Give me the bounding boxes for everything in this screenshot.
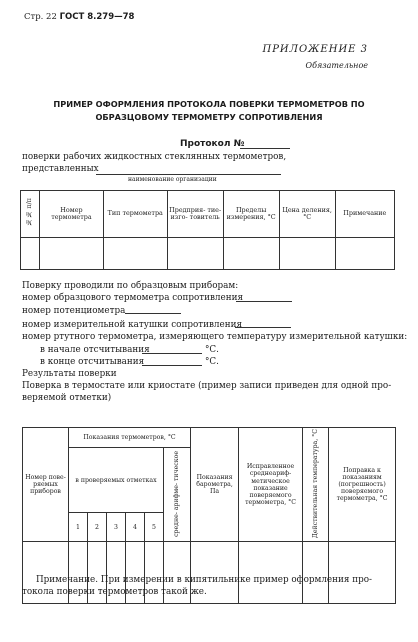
results-line-2: веряемой отметки) bbox=[22, 393, 112, 403]
col-type: Тип термометра bbox=[103, 191, 167, 238]
appendix-title: ПРИЛОЖЕНИЕ 3 bbox=[262, 44, 368, 55]
potentiometer-blank bbox=[125, 313, 181, 314]
col-sub-number: 1 bbox=[69, 513, 88, 542]
intro-line-1: поверки рабочих жидкостных стеклянных термометров, bbox=[22, 152, 287, 162]
coil-label: номер измерительной катушки сопротивления bbox=[22, 320, 242, 330]
reference-thermometer-label: номер образцового термометра сопротивления bbox=[22, 293, 244, 303]
heading-line-2: ОБРАЗЦОВОМУ ТЕРМОМЕТРУ СОПРОТИВЛЕНИЯ bbox=[95, 112, 323, 122]
col-sub-number: 2 bbox=[88, 513, 107, 542]
protocol-number-blank bbox=[240, 148, 290, 149]
start-reading-label: в начале отсчитывания bbox=[40, 345, 150, 355]
table-row bbox=[21, 238, 395, 270]
col-number: Номер термометра bbox=[40, 191, 104, 238]
protocol-label: Протокол № bbox=[180, 139, 245, 149]
start-reading-unit: °С. bbox=[205, 345, 219, 355]
results-title: Результаты поверки bbox=[22, 369, 117, 379]
page-label: Стр. 22 bbox=[24, 12, 57, 22]
note-line-2: токола поверки термометров такой же. bbox=[22, 587, 207, 597]
col-corrected-mean: Исправленное среднеариф- метическое показание поверяемого термометра, °С bbox=[239, 428, 303, 542]
col-remark: Примечание bbox=[335, 191, 394, 238]
intro-line-2: представленных bbox=[22, 164, 99, 174]
mercury-thermometer-label: номер ртутного термометра, измеряющего температуру измерительной катушки: bbox=[22, 332, 408, 342]
instruments-intro: Поверку проводили по образцовым приборам: bbox=[22, 281, 239, 291]
col-correction: Поправка к показаниям (погрешность) поверяемого термометра, °С bbox=[329, 428, 396, 542]
table-header-row bbox=[21, 191, 395, 238]
col-checked-marks: в проверяемых отметках bbox=[69, 448, 164, 513]
page-header bbox=[24, 12, 134, 22]
organization-blank bbox=[96, 174, 281, 175]
col-index: №№ п/п bbox=[21, 191, 40, 238]
end-reading-label: в конце отсчитывания bbox=[40, 357, 145, 367]
col-division: Цена деления, °С bbox=[279, 191, 335, 238]
col-range: Пределы измерения, °С bbox=[223, 191, 279, 238]
reference-thermometer-blank bbox=[236, 301, 292, 302]
note-line-1: Примечание. При измерении в кипятильнике пример оформления про- bbox=[36, 575, 372, 585]
heading-line-1: ПРИМЕР ОФОРМЛЕНИЯ ПРОТОКОЛА ПОВЕРКИ ТЕРМОМЕТРОВ ПО bbox=[53, 99, 365, 109]
organization-caption: наименование организации bbox=[128, 176, 217, 183]
col-device-numbers: Номер пове- ряемых приборов bbox=[23, 428, 69, 542]
col-sub-number: 5 bbox=[145, 513, 164, 542]
col-actual-temperature: Действительная температура, °С bbox=[303, 428, 329, 542]
coil-blank bbox=[235, 327, 291, 328]
end-reading-unit: °С. bbox=[205, 357, 219, 367]
col-sub-number: 3 bbox=[107, 513, 126, 542]
col-manufacturer: Предприя- тие-изго- товитель bbox=[167, 191, 223, 238]
col-arithmetic-mean: средне- арифме- тическое bbox=[164, 448, 191, 542]
results-line-1: Поверка в термостате или криостате (пример записи приведен для одной про- bbox=[22, 381, 392, 391]
appendix-status: Обязательное bbox=[305, 61, 368, 70]
start-reading-blank bbox=[142, 353, 202, 354]
table-header-row bbox=[23, 428, 396, 448]
potentiometer-label: номер потенциометра bbox=[22, 306, 126, 316]
verification-table bbox=[20, 190, 395, 270]
col-sub-number: 4 bbox=[126, 513, 145, 542]
standard-code: ГОСТ 8.279—78 bbox=[59, 12, 135, 22]
col-barometer: Показания барометра, Па bbox=[191, 428, 239, 542]
end-reading-blank bbox=[142, 365, 202, 366]
col-readings: Показания термометров, °С bbox=[69, 428, 191, 448]
